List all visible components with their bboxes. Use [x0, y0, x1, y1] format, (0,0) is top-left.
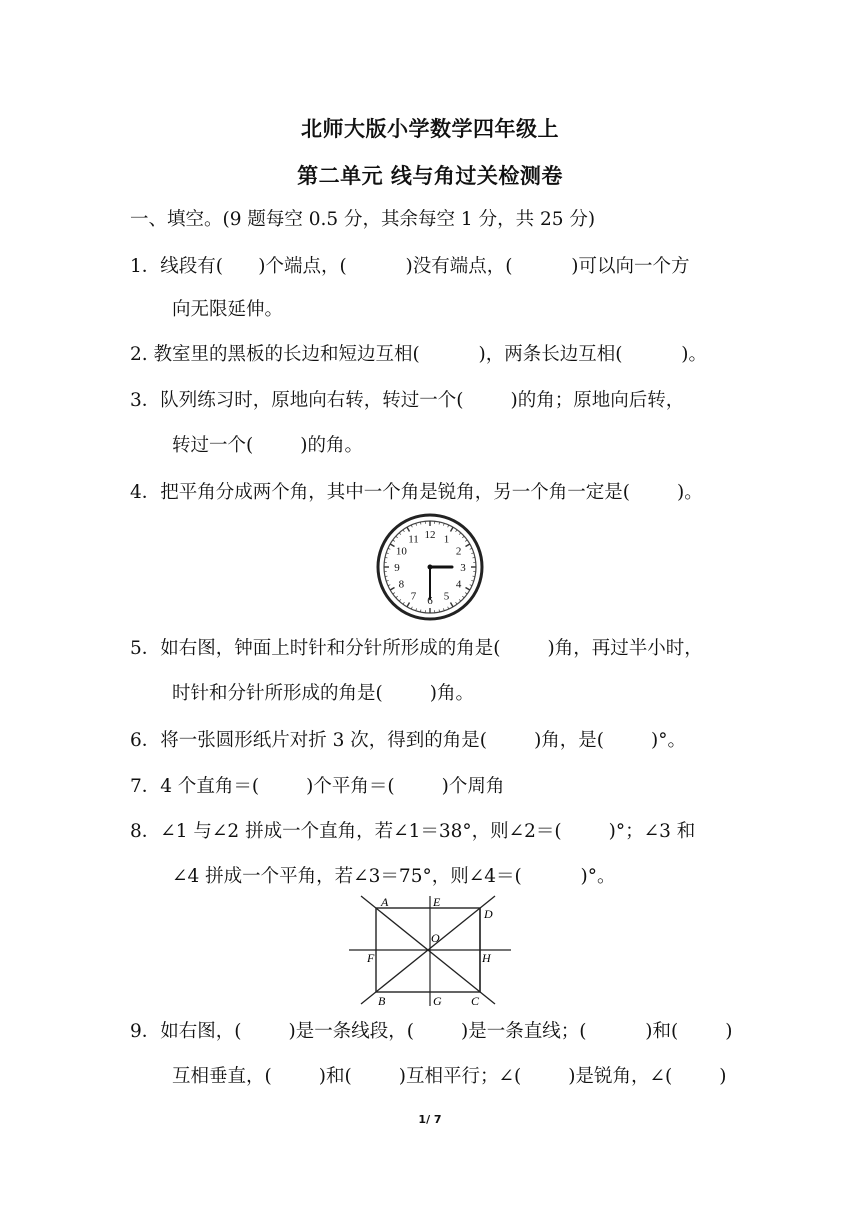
question-3-line-1: 3．队列练习时，原地向右转，转过一个( )的角；原地向后转，: [130, 390, 685, 411]
page-number: 1/ 7: [418, 1113, 442, 1126]
label-H: H: [482, 951, 491, 965]
clock-figure: [375, 512, 485, 622]
clock-number: 2: [455, 545, 462, 558]
label-B: B: [378, 994, 386, 1008]
clock-number: 3: [460, 562, 466, 574]
question-5-line-2: 时针和分针所形成的角是( )角。: [172, 683, 474, 704]
question-7-line-1: 7．4 个直角＝( )个平角＝( )个周角: [130, 776, 505, 797]
label-A: A: [381, 895, 389, 909]
question-8-line-1: 8．∠1 与∠2 拼成一个直角，若∠1＝38°，则∠2＝( )°；∠3 和: [130, 821, 696, 842]
question-1-line-1: 1．线段有( )个端点，( )没有端点，( )可以向一个方: [130, 256, 690, 277]
label-F: F: [367, 951, 375, 965]
label-O: O: [431, 931, 440, 945]
question-1-line-2: 向无限延伸。: [172, 299, 284, 320]
clock-number: 7: [410, 590, 417, 603]
clock-number: 11: [408, 533, 419, 546]
section-heading: 一、填空。(9 题每空 0.5 分，其余每空 1 分，共 25 分): [130, 209, 596, 230]
label-G: G: [433, 994, 442, 1008]
clock-number: 12: [424, 529, 436, 541]
label-E: E: [433, 895, 441, 909]
question-9-line-2: 互相垂直，( )和( )互相平行；∠( )是锐角，∠( ): [172, 1066, 727, 1087]
clock-number: 1: [443, 533, 450, 546]
question-2-line-1: 2. 教室里的黑板的长边和短边互相( )，两条长边互相( )。: [130, 344, 708, 365]
question-3-line-2: 转过一个( )的角。: [172, 435, 363, 456]
clock-number: 4: [455, 578, 462, 591]
question-5-line-1: 5．如右图，钟面上时针和分针所形成的角是( )角，再过半小时，: [130, 638, 703, 659]
geometry-figure: [345, 892, 515, 1010]
question-8-line-2: ∠4 拼成一个平角，若∠3＝75°，则∠4＝( )°。: [172, 866, 616, 887]
clock-number: 9: [394, 562, 400, 574]
page-title: 北师大版小学数学四年级上: [301, 117, 559, 141]
page-subtitle: 第二单元 线与角过关检测卷: [297, 164, 563, 188]
clock-number: 5: [443, 590, 450, 603]
clock-center: [428, 565, 433, 570]
question-9-line-1: 9．如右图，( )是一条线段，( )是一条直线；( )和( ): [130, 1021, 733, 1042]
clock-number: 8: [398, 578, 405, 591]
question-4-line-1: 4．把平角分成两个角，其中一个角是锐角，另一个角一定是( )。: [130, 482, 703, 503]
label-D: D: [484, 907, 493, 921]
label-C: C: [471, 994, 480, 1008]
clock-number: 10: [395, 545, 407, 558]
clock-number: 6: [427, 595, 433, 607]
question-6-line-1: 6．将一张圆形纸片对折 3 次，得到的角是( )角，是( )°。: [130, 730, 687, 751]
